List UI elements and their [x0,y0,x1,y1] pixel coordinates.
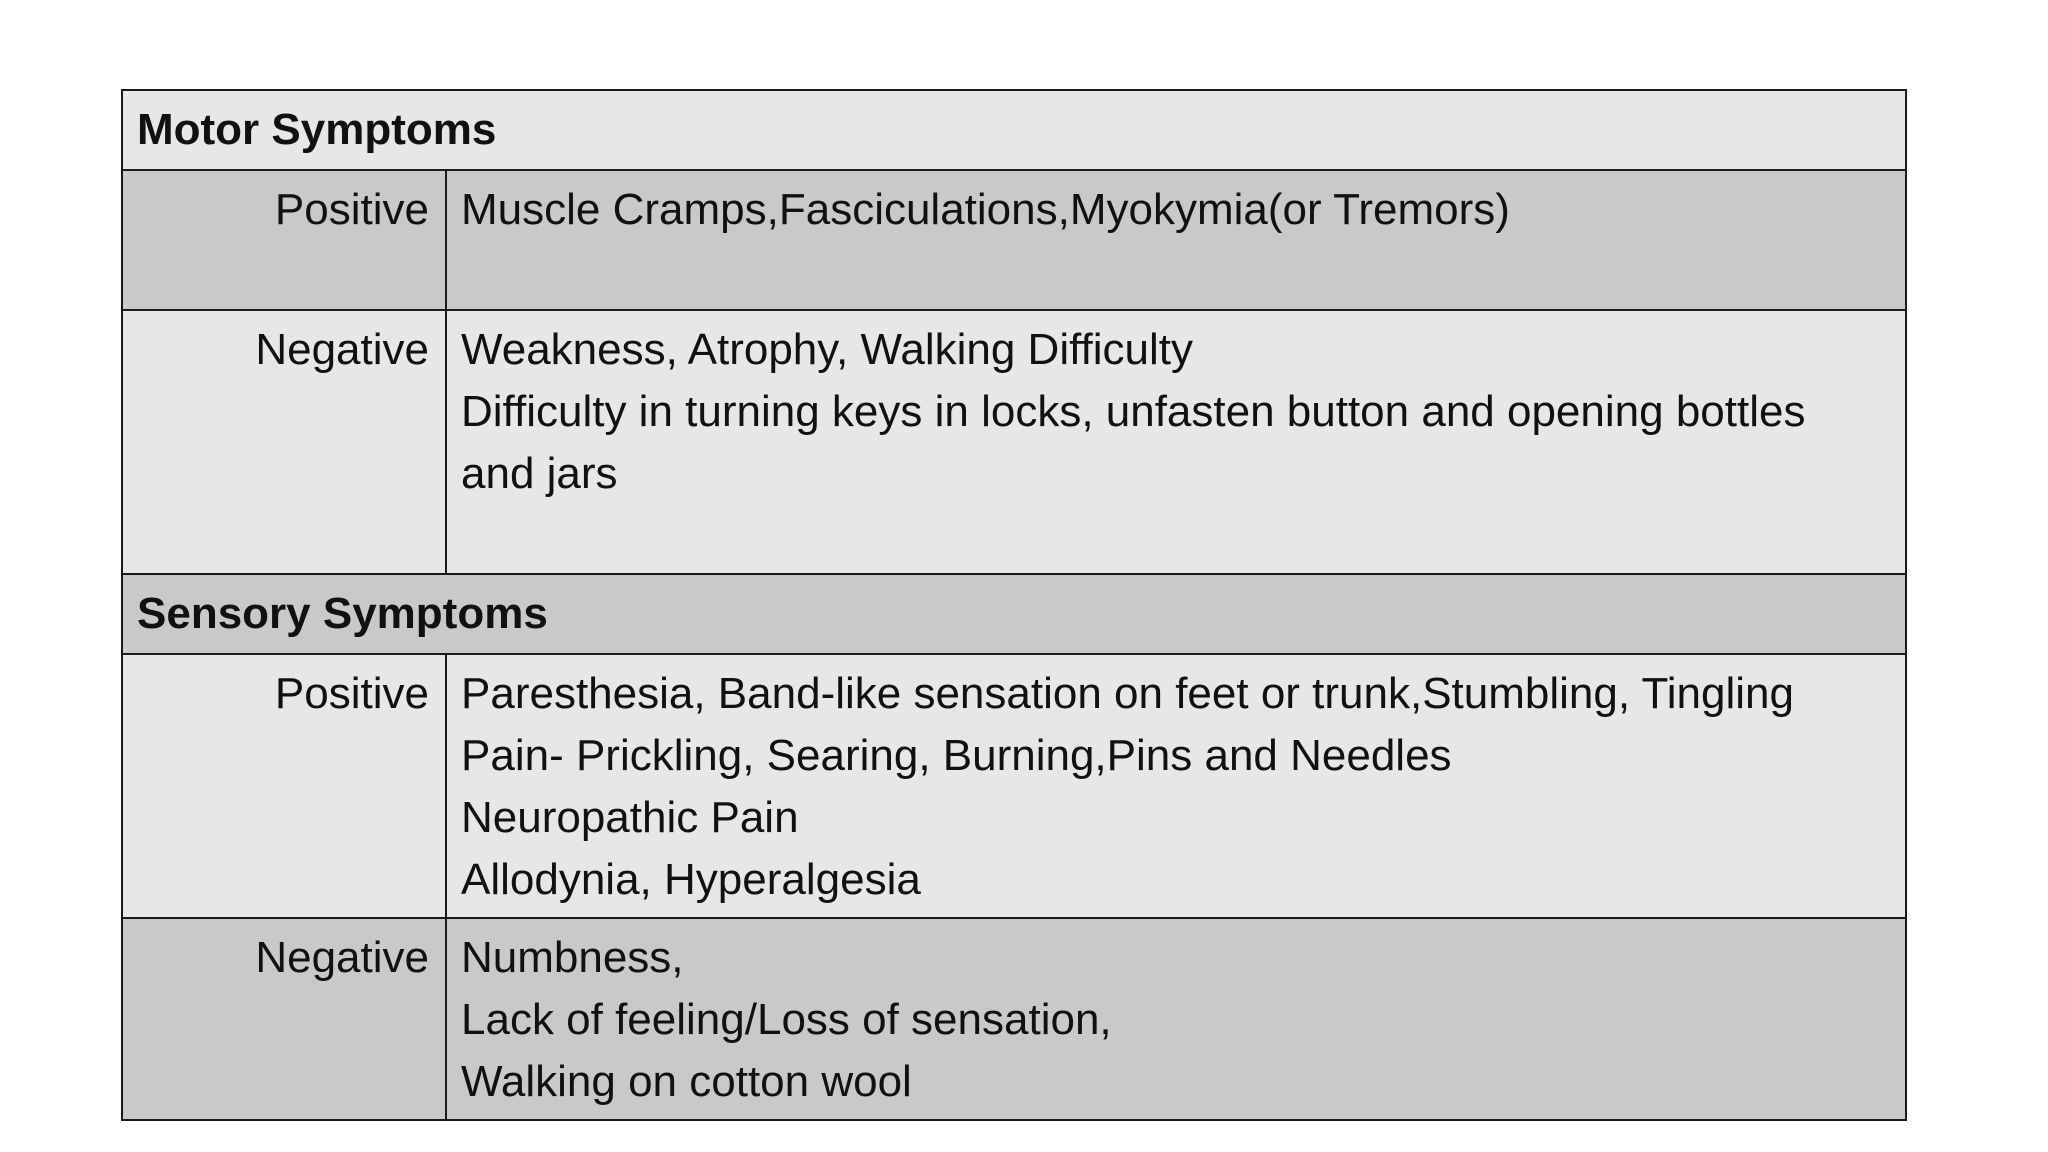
description-line: Muscle Cramps,Fasciculations,Myokymia(or Tremors) [461,185,1510,234]
description-line: Difficulty in turning keys in locks, unfasten button and opening bottles and jars [461,387,1806,498]
row-description [446,918,1906,1120]
row-type-label: Negative [122,310,446,574]
symptoms-table [121,89,1907,1121]
row-description [446,654,1906,918]
description-line: Neuropathic Pain [461,793,799,842]
section-title: Motor Symptoms [122,90,1906,170]
description-line: Walking on cotton wool [461,1057,912,1106]
row-description [446,310,1906,574]
description-line: Pain- Prickling, Searing, Burning,Pins and Needles [461,731,1452,780]
section-header-motor [122,90,1906,170]
row-type-label: Positive [122,654,446,918]
description-line: Lack of feeling/Loss of sensation, [461,995,1112,1044]
table-row [122,918,1906,1120]
section-header-sensory [122,574,1906,654]
row-description [446,170,1906,310]
description-line: Weakness, Atrophy, Walking Difficulty [461,325,1193,374]
table-row [122,310,1906,574]
description-line: Paresthesia, Band-like sensation on feet or trunk,Stumbling, Tingling [461,669,1794,718]
description-line: Numbness, [461,933,684,982]
row-type-label: Positive [122,170,446,310]
table-row [122,170,1906,310]
row-type-label: Negative [122,918,446,1120]
table-row [122,654,1906,918]
section-title: Sensory Symptoms [122,574,1906,654]
description-line: Allodynia, Hyperalgesia [461,855,921,904]
